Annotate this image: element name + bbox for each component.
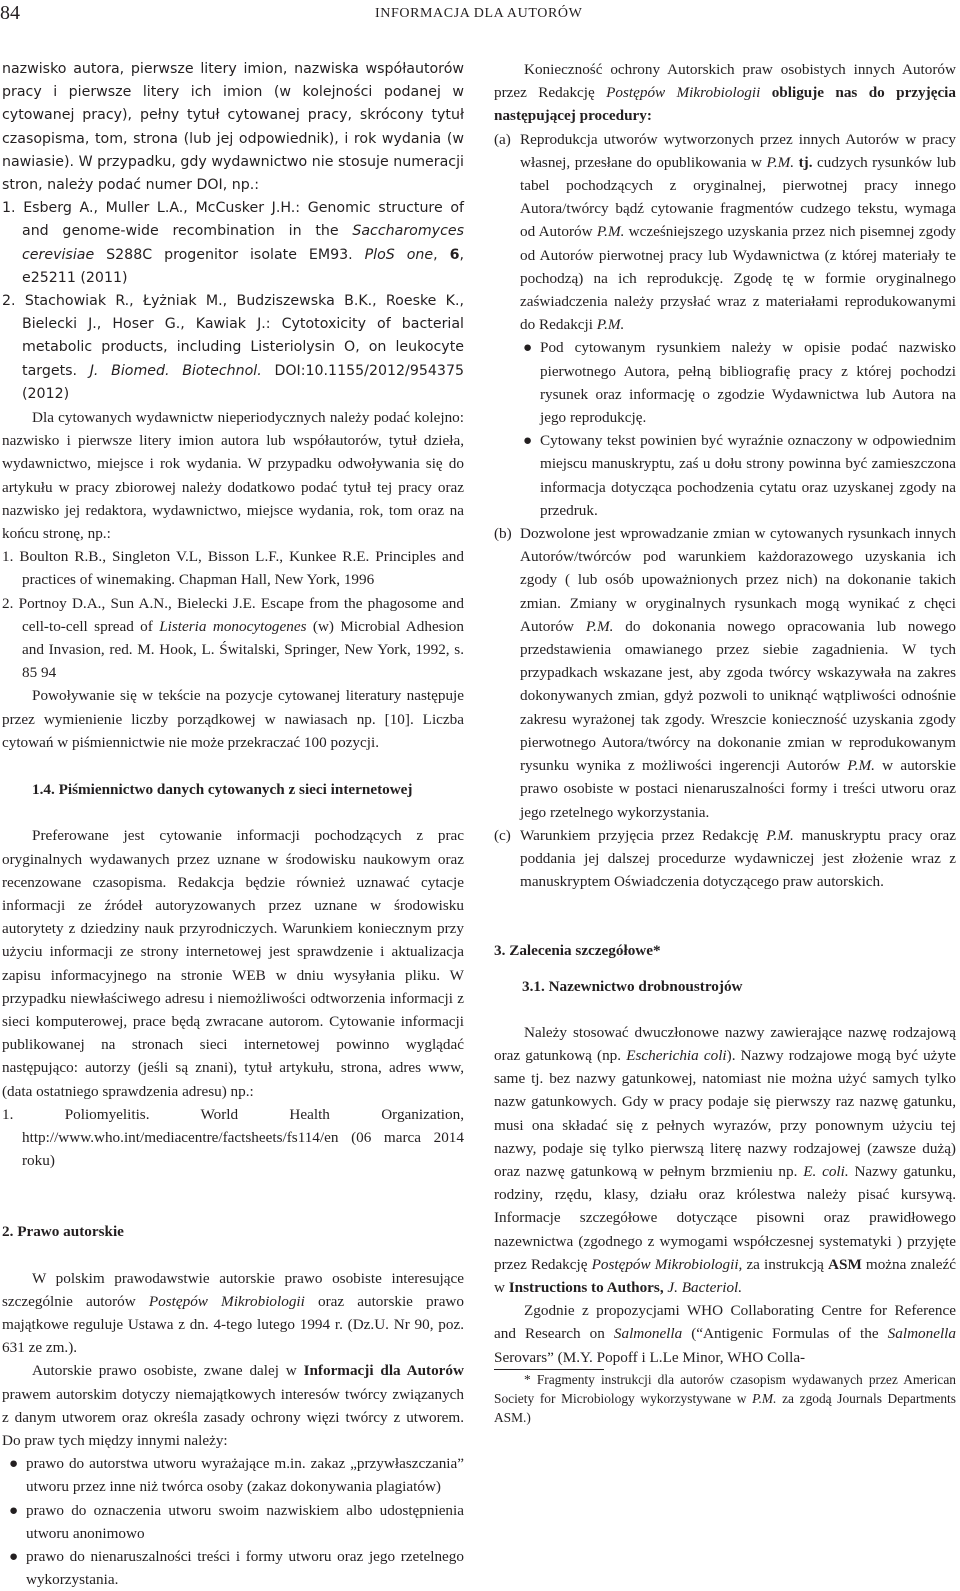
reference-item: 1. Boulton R.B., Singleton V.L, Bisson L.F., Kunkee R.E. Principles and practices of winemaking. Chapman Hall, New York, 1996 [2,548,464,589]
paragraph-in-text-citations: Powoływanie się w tekście na pozycje cytowanej literatury następuje przez wymienienie liczby porządkowej w nawiasach np. [10]. Liczba cytowań w piśmiennictwie nie może przekraczać 100 pozycji. [2,687,464,751]
list-item: ● prawo do nienaruszalności treści i formy utworu oraz jego rzetelnego wykorzystania. [2,1545,464,1591]
reference-item: 2. Portnoy D.A., Sun A.N., Bielecki J.E. Escape from the phagosome and cell-to-cell spread of Listeria monocytogenes (w) Microbial Adhesion and Invasion, red. M. Hook, L. Świtalski, Springer, New York, 1992, s. 85 94 [2,594,464,682]
section-heading-3: 3. Zalecenia szczegółowe* [494,942,661,960]
list-item: ● prawo do oznaczenia utworu swoim nazwiskiem albo udostępnienia utworu anonimowo [2,1499,464,1545]
paragraph-procedure-intro: Konieczność ochrony Autorskich praw osobistych innych Autorów przez Redakcję Postępów Mikrobiologii obliguje nas do przyjęcia następującej procedury: [494,61,956,125]
running-title: INFORMACJA DLA AUTORÓW [375,6,583,21]
reference-item: 1. Esberg A., Muller L.A., McCusker J.H.: Genomic structure of and genome-wide recombination in the Saccharomyces cerevisiae S288C progenitor isolate EM93. PloS one, 6, e25211 (2011) [2,200,465,286]
bullet-icon: ● [523,339,533,357]
procedure-item-a: (a) Reprodukcja utworów wytworzonych przez innych Autorów w pracy własnej, przesłane do opublikowania w P.M. tj. cudzych rysunków lub tabel pochodzących z oryginalnej, pierwotnej pracy innego Autora/twórcy bądź cytowanie fragmentów cudzego tekstu, wymaga od Autorów P.M. wcześniejszego uzyskania przez nich pisemnej zgody od Autorów pierwotnej pracy lub Wydawnictwa (z której materiały te pochodzą) na ich reprodukcję. Zgodę tę w formie oryginalnego zaświadczenia należy przysłać wraz z materiałami reprodukowanymi do Redakcji P.M. [494,130,957,334]
paragraph-naming-rules: Należy stosować dwuczłonowe nazwy zawierające nazwę rodzajową oraz gatunkową (np. Escherichia coli). Nazwy rodzajowe mogą być użyte same tj. bez nazwy gatunkowej, natomiast nie można użyć samych tylko nazw gatunkowych. Gdy w pracy podaje się pierwszy raz nazwę gatunku, musi ona składać się z pełnych wyrazów, przy ponownym użyciu tej nazwy, podaje się tylko pierwszą literę nazwy rodzajowej (zawsze dużą) oraz nazwę gatunkową w pełnym brzmieniu np. E. coli. Nazwy gatunku, rodziny, rzędu, klasy, działu oraz królestwa należy pisać kursywą. Informacje szczegółowe dotyczące pisowni oraz prawidłowego nazewnictwa (zgodnego z wymogami współczesnej systematyki ) przyjęte przez Redakcję Postępów Mikrobiologii, za instrukcją ASM można znaleźć w Instructions to Authors, J. Bacteriol. [494,1023,957,1296]
paragraph-web-citations: Preferowane jest cytowanie informacji pochodzących z prac oryginalnych wydawanych przez uznane w środowisku naukowym oraz recenzowane czasopisma. Redakcja będzie również uznawać cytacje informacji ze źródeł autoryzowanych przez uznane w środowisku autorytety z dziedziny nauk przyrodniczych. Warunkiem koniecznym przy użyciu informacji ze strony internetowej jest sprawdzenie i aktualizacja zapisu informacyjnego na stronie WEB w dniu wysyłania pliku. W przypadku niewłaściwego adresu i niemożliwości odtworzenia informacji z sieci komputerowej, prace będą zwracane autorom. Cytowanie informacji publikowanej na stronach sieci internetowej powinno wyglądać następująco: autorzy (jeśli są znani), tytuł artykułu, strona, adres www, (data ostatniego sprawdzenia adresu) np.: [2,827,464,1100]
paragraph-copyright-law: W polskim prawodawstwie autorskie prawo osobiste interesujące szczególnie autorów Postępów Mikrobiologii oraz autorskie prawo majątkowe reguluje Ustawa z dn. 4-tego lutego 1994 r. (Dz.U. Nr 90, poz. 631 ze zm.). [2,1269,464,1357]
paragraph-moral-rights: Autorskie prawo osobiste, zwane dalej w Informacji dla Autorów prawem autorskim dotyczy niemajątkowych interesów twórcy związanych z danym utworem oraz określa zasady ochrony więzi twórcy z utworem. Do praw tych między innymi należy: [2,1362,464,1449]
section-heading-1-4: 1.4. Piśmiennictwo danych cytowanych z sieci internetowej [32,781,413,799]
section-heading-3-1: 3.1. Nazewnictwo drobnoustrojów [522,977,743,995]
right-column [494,58,956,1427]
list-item: ● Pod cytowanym rysunkiem należy w opisie podać nazwisko pierwotnego Autora, pełną bibliografię pracy z której pochodzi rysunek oraz informację o zgodzie Wydawnictwa lub Autora na jego reprodukcję. [494,336,956,429]
bullet-icon: ● [523,432,533,450]
reference-item: 1. Poliomyelitis. World Health Organization, http://www.who.int/mediacentre/factsheets/fs114/en (06 marca 2014 roku) [2,1105,464,1170]
reference-item: 2. Stachowiak R., Łyżniak M., Budziszewska B.K., Roeske K., Bielecki J., Hoser G., Kawiak J.: Cytotoxicity of bacterial metabolic products, including Listeriolysin O, on leukocyte targets. J. Biomed. Biotechnol. DOI:10.1155/2012/954375 (2012) [2,293,464,402]
left-column [2,58,464,1591]
bullet-icon: ● [9,1547,19,1565]
bullet-icon: ● [9,1455,19,1473]
procedure-item-c: (c) Warunkiem przyjęcia przez Redakcję P.M. manuskryptu pracy oraz poddania jej dalszej procedurze wydawniczej jest złożenie wraz z manuskryptem Oświadczenia dotyczącego praw autorskich. [494,826,956,891]
bullet-icon: ● [9,1501,19,1519]
paragraph-who-salmonella: Zgodnie z propozycjami WHO Collaborating Centre for Reference and Research on Salmonella (“Antigenic Formulas of the Salmonella Serovars” (M.Y. Popoff i L.Le Minor, WHO Colla- [494,1302,956,1366]
page-number: 84 [0,2,20,24]
section-heading-2: 2. Prawo autorskie [2,1223,124,1241]
paragraph-nonperiodic: Dla cytowanych wydawnictw nieperiodycznych należy podać kolejno: nazwisko i pierwsze litery imion autora lub współautorów, tytuł dzieła, wydawnictwo, miejsce i rok wydania. W przypadku odwoływania się do artykułu w pracy zbiorowej należy dodatkowo podać tytuł tej pracy oraz nazwisko jej redaktora, wydawnictwo, miejsce wydania, rok, tom oraz na końcu stronę, np.: [2,409,464,543]
list-item: ● Cytowany tekst powinien być wyraźnie oznaczony w odpowiednim miejscu manuskryptu, zaś u dołu strony powinna być zamieszczona informacja dotycząca pochodzenia cytatu oraz uzyskanej zgody na przedruk. [494,429,956,522]
footnote: * Fragmenty instrukcji dla autorów czasopism wydawanych przez American Society for Microbiology wykorzystywane w P.M. za zgodą Journals Departments ASM.) [494,1371,956,1425]
procedure-item-b: (b) Dozwolone jest wprowadzanie zmian w cytowanych rysunkach innych Autorów/twórców pod warunkiem każdorazowego uzyskania ich zgody ( lub osób upoważnionych przez nich) na dokonanie takich zmian. Zmiany w oryginalnych rysunkach mogą wynikać z chęci Autorów P.M. do dokonania nowego opracowania lub nowego przedstawienia omawianego przez siebie zagadnienia. W tych przypadkach wskazane jest, aby zgoda twórcy wskazywała na zakres dokonywanych zmian, gdyż pozwoli to uniknąć wątpliwości odnośnie zakresu wyrażonej tak zgody. Wreszcie konieczność uzyskania zgody pierwotnego Autora/twórcy na dokonanie zmian w reprodukowanym rysunku wynika z możliwości ingerencji Autorów P.M. w autorskie prawo osobiste w postaci nienaruszalności formy i treści utworu oraz jego rzetelnego wykorzystania. [494,525,956,821]
paragraph-citation-rules: nazwisko autora, pierwsze litery imion, nazwiska współautorów pracy i pierwsze litery ich imion (w kolejności podanej w cytowanej pracy), pełny tytuł cytowanej pracy, skrócony tytuł czasopisma, tom, strona (lub jej odpowiednik), i rok wydania (w nawiasie). W przypadku, gdy wydawnictwo nie stosuje numeracji stron, należy podać numer DOI, np.: [2,61,464,194]
list-item: ● prawo do autorstwa utworu wyrażające m.in. zakaz „przywłaszczania” utworu przez inne niż twórca osoby (zakaz dokonywania plagiatów) [2,1452,464,1498]
page-header [0,0,960,40]
